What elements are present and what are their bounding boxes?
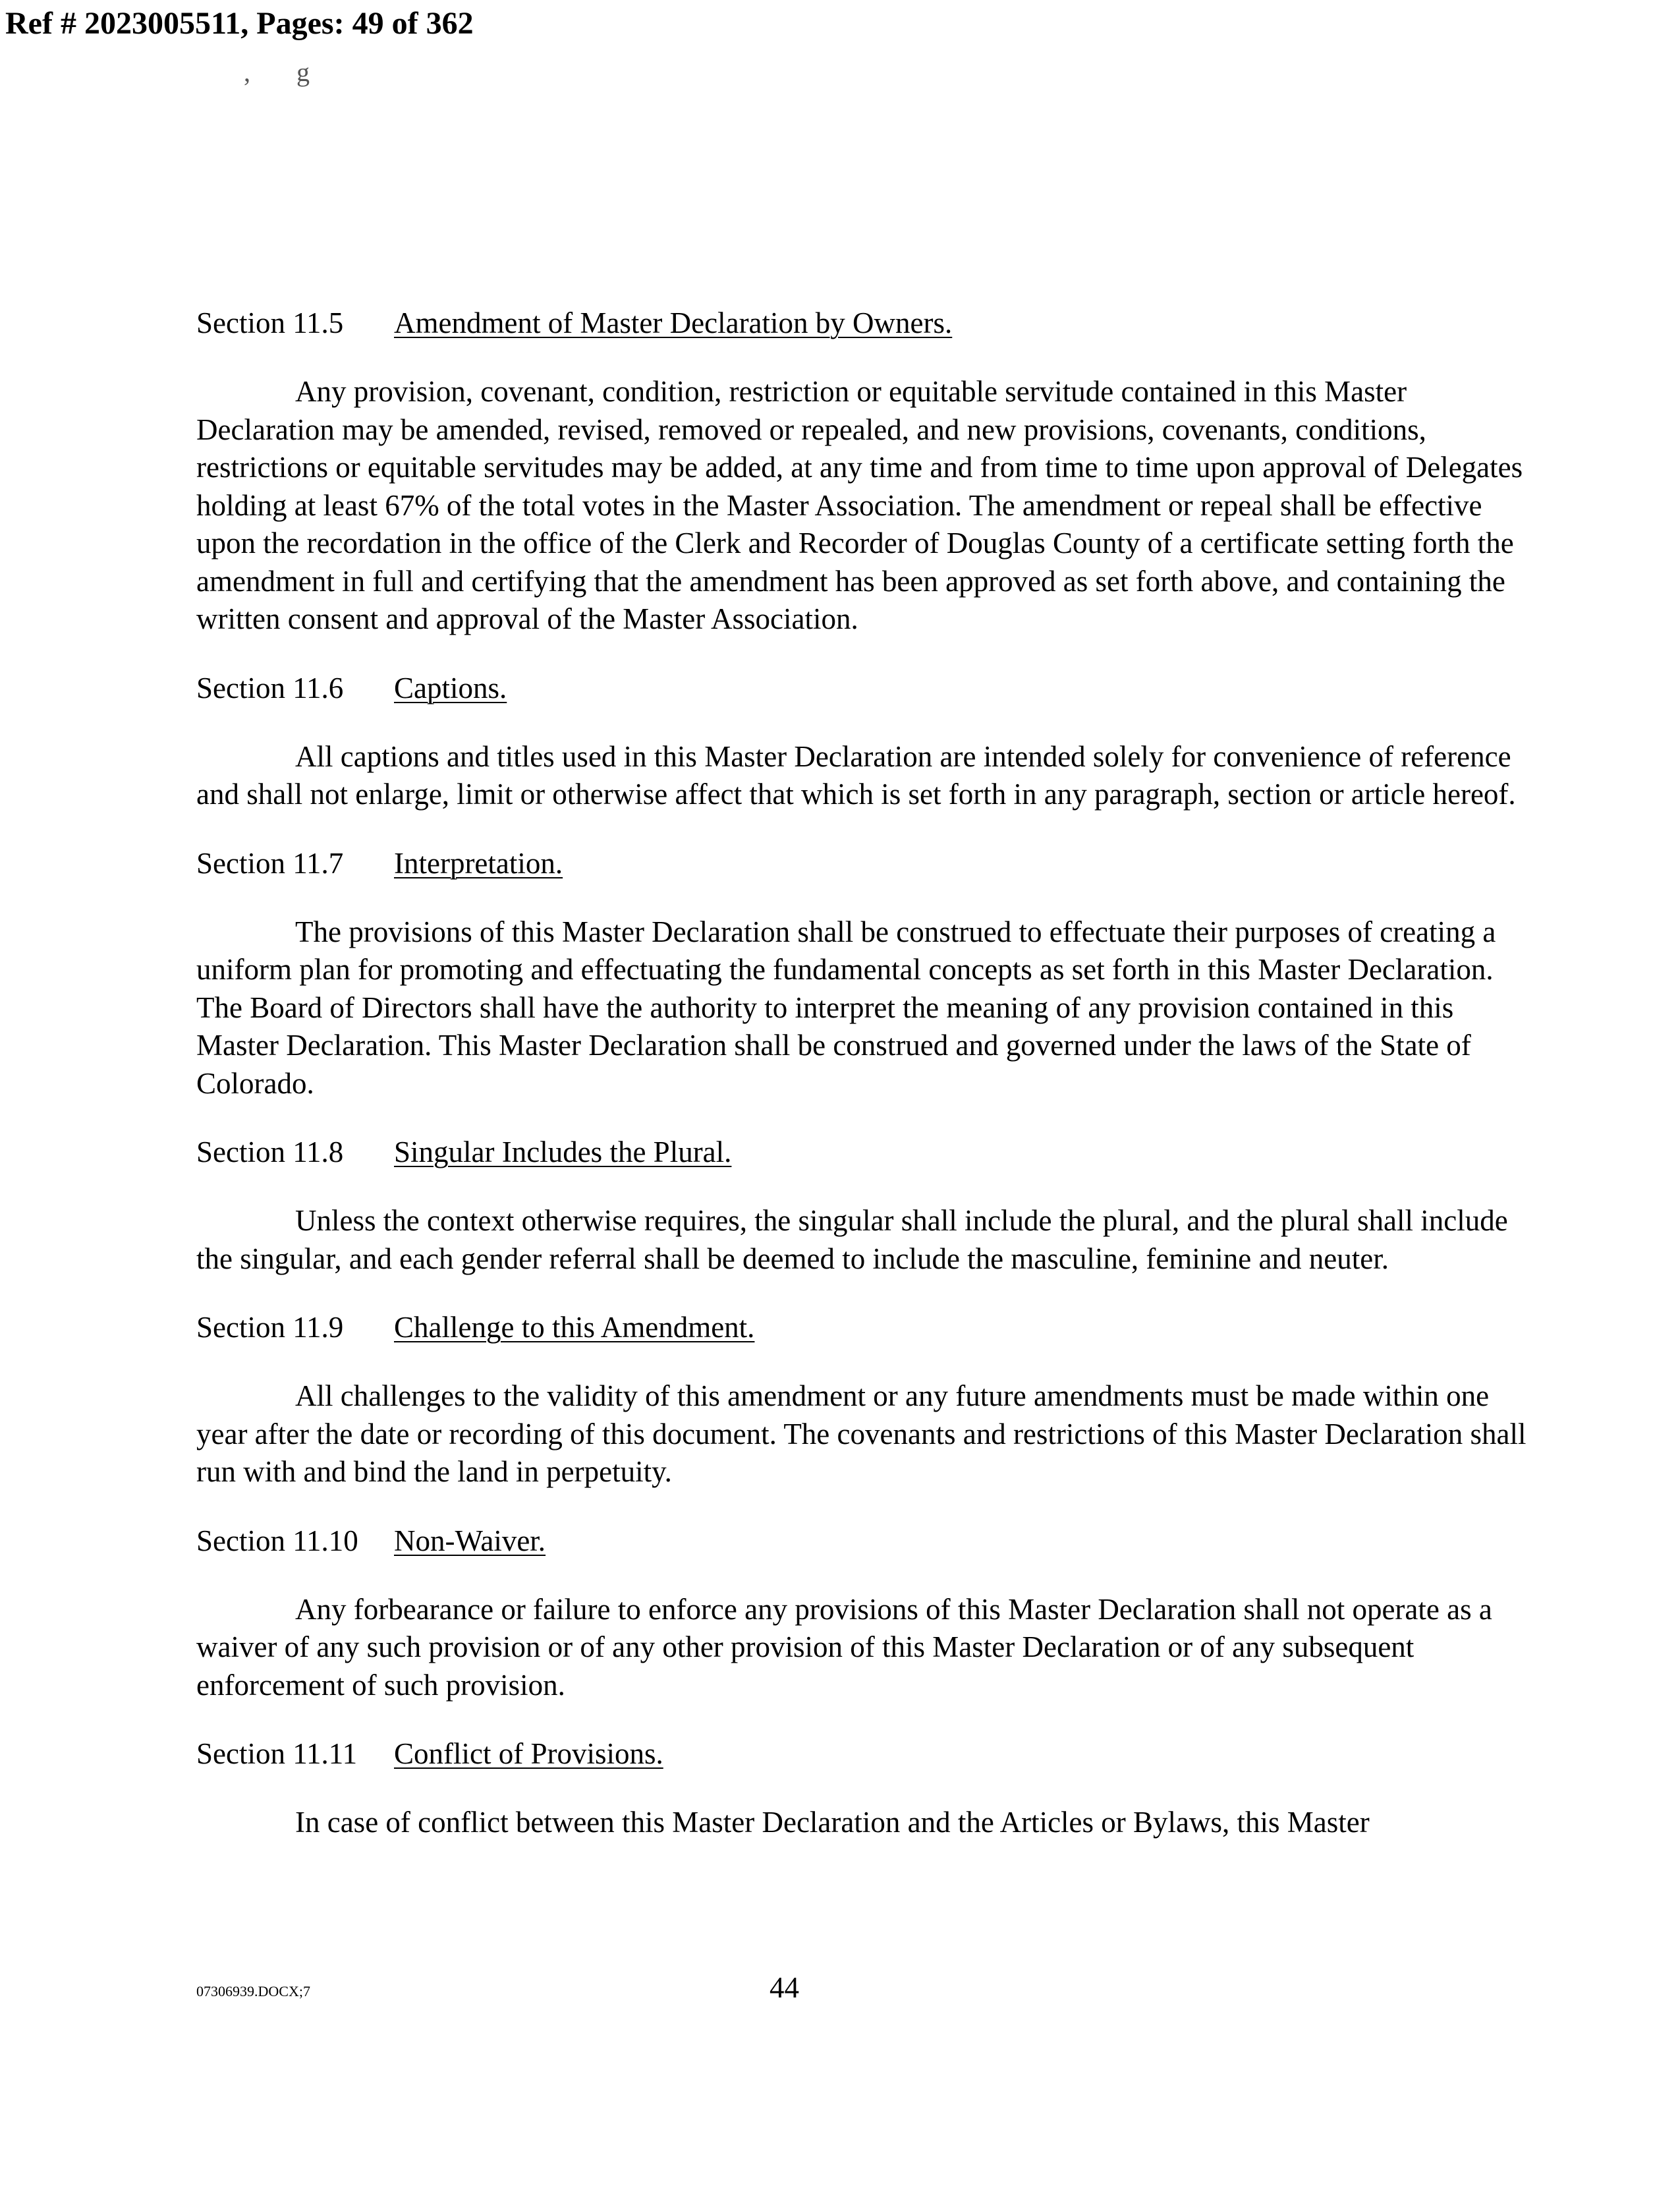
section-number: Section 11.7 <box>196 846 344 880</box>
section-title: Amendment of Master Declaration by Owners. <box>394 306 953 339</box>
reference-header: Ref # 2023005511, Pages: 49 of 362 <box>5 6 474 41</box>
section-paragraph: Any provision, covenant, condition, restriction or equitable servitude contained in this Master Declaration may be amended, revised, removed or repealed, and new provisions, covenants, conditions, restrictions or equitable servitudes may be added, at any time and from time to time upon approval of Delegates holding at least 67% of the total votes in the Master Association. The amendment or repeal shall be effective upon the recordation in the office of the Clerk and Recorder of Douglas County of a certificate setting forth the amendment in full and certifying that the amendment has been approved as set forth above, and containing the written consent and approval of the Master Association. <box>196 375 1523 635</box>
section-paragraph: In case of conflict between this Master Declaration and the Articles or Bylaws, this Master <box>295 1806 1370 1839</box>
section-title: Interpretation. <box>394 846 563 880</box>
section-heading <box>196 845 1540 882</box>
section-heading <box>196 1522 1540 1560</box>
document-body <box>196 304 1540 1873</box>
section-number: Section 11.9 <box>196 1311 344 1344</box>
section-title: Challenge to this Amendment. <box>394 1311 755 1344</box>
section-paragraph: Unless the context otherwise requires, the singular shall include the plural, and the plural shall include the singular, and each gender referral shall be deemed to include the masculine, feminine and neuter. <box>196 1204 1508 1275</box>
section-heading <box>196 1134 1540 1171</box>
section-title: Conflict of Provisions. <box>394 1737 663 1770</box>
section-11-6 <box>196 670 1540 814</box>
section-11-8 <box>196 1134 1540 1278</box>
section-title: Non-Waiver. <box>394 1524 546 1557</box>
section-number: Section 11.5 <box>196 306 344 339</box>
section-number: Section 11.8 <box>196 1135 344 1168</box>
section-paragraph: All challenges to the validity of this amendment or any future amendments must be made within one year after the date or recording of this document. The covenants and restrictions of this Master Declaration shall run with and bind the land in perpetuity. <box>196 1379 1526 1488</box>
scan-artifact: , g <box>244 57 329 87</box>
section-heading <box>196 304 1540 342</box>
section-11-10 <box>196 1522 1540 1705</box>
section-number: Section 11.6 <box>196 671 344 704</box>
section-heading <box>196 670 1540 707</box>
section-heading <box>196 1735 1540 1773</box>
section-heading <box>196 1309 1540 1346</box>
section-title: Captions. <box>394 671 507 704</box>
section-title: Singular Includes the Plural. <box>394 1135 732 1168</box>
page-number: 44 <box>770 1971 799 2004</box>
section-paragraph: All captions and titles used in this Master Declaration are intended solely for convenience of reference and shall not enlarge, limit or otherwise affect that which is set forth in any paragraph, section or article hereof. <box>196 739 1516 811</box>
section-11-11 <box>196 1735 1540 1842</box>
section-paragraph: Any forbearance or failure to enforce any provisions of this Master Declaration shall not operate as a waiver of any such provision or of any other provision of this Master Declaration or of any subsequent enforcement of such provision. <box>196 1592 1492 1702</box>
section-11-7 <box>196 845 1540 1103</box>
document-code: 07306939.DOCX;7 <box>196 1983 310 1999</box>
section-paragraph: The provisions of this Master Declaration shall be construed to effectuate their purposes of creating a uniform plan for promoting and effectuating the fundamental concepts as set forth in this Master Declaration. The Board of Directors shall have the authority to interpret the meaning of any provision contained in this Master Declaration. This Master Declaration shall be construed and governed under the laws of the State of Colorado. <box>196 915 1496 1100</box>
section-11-9 <box>196 1309 1540 1491</box>
section-number: Section 11.10 <box>196 1524 358 1557</box>
section-11-5 <box>196 304 1540 639</box>
section-number: Section 11.11 <box>196 1737 358 1770</box>
